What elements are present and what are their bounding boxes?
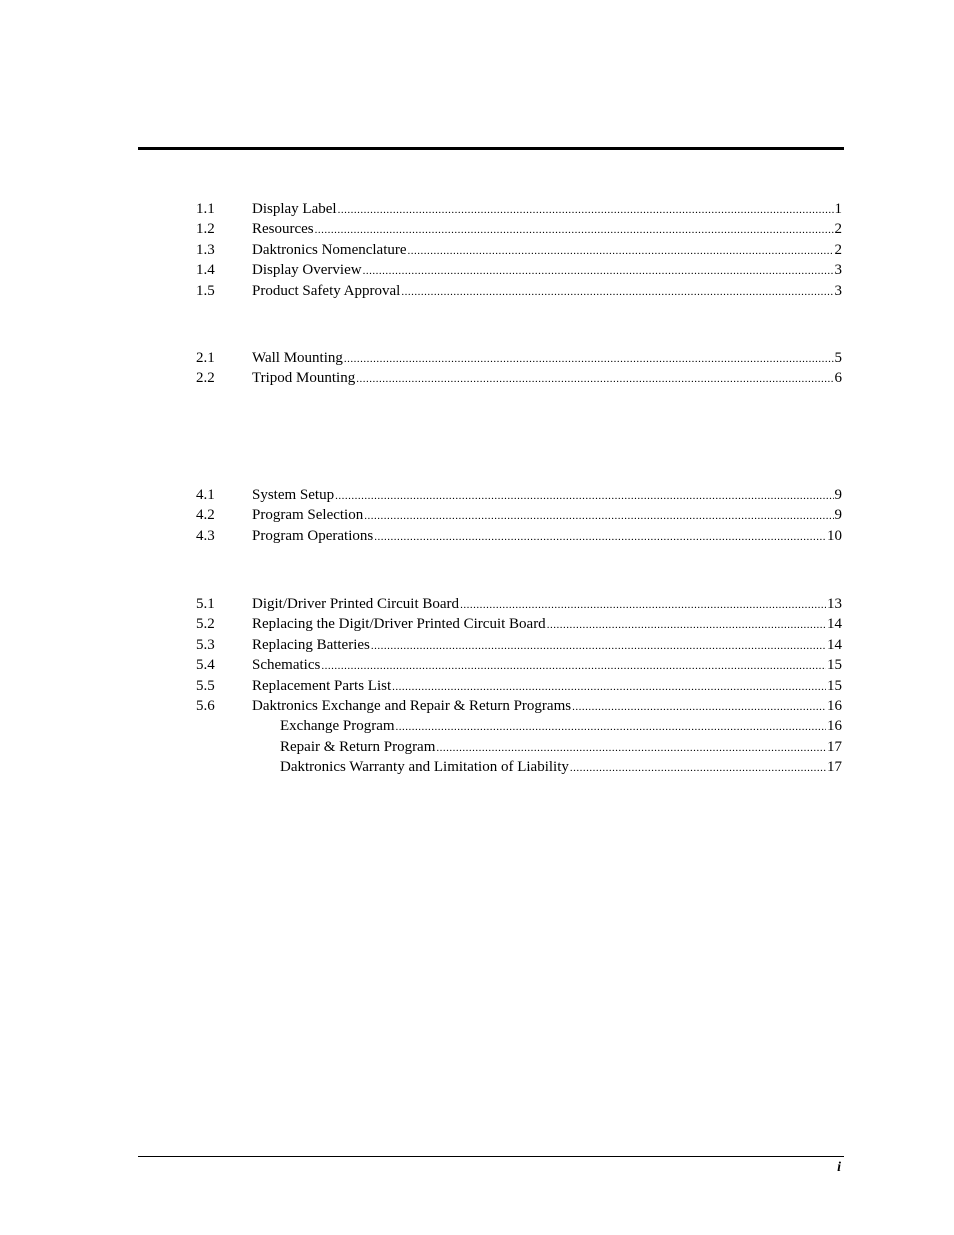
toc-entry-title: Exchange Program — [280, 718, 395, 735]
toc-entry-page: 14 — [827, 616, 842, 633]
toc-entry-number: 1.1 — [196, 201, 215, 217]
dot-leader — [572, 696, 826, 717]
toc-entry-number: 1.3 — [196, 241, 215, 258]
dot-leader — [460, 594, 826, 615]
dot-leader — [335, 485, 833, 506]
header-rule — [138, 147, 844, 150]
toc-entry-page: 16 — [827, 697, 842, 714]
dot-leader — [436, 737, 826, 758]
toc-entry[interactable] — [196, 696, 842, 716]
toc-entry-title: Program Operations — [252, 527, 374, 544]
toc-entry-title: Daktronics Exchange and Repair & Return Programs — [252, 697, 572, 714]
toc-section-5 — [196, 594, 842, 778]
toc-entry-number: 4.2 — [196, 507, 215, 524]
dot-leader — [338, 199, 834, 220]
toc-entry-title: Replacing Batteries — [252, 636, 370, 653]
toc-entry-title: System Setup — [252, 487, 335, 503]
toc-entry[interactable] — [196, 219, 842, 239]
toc-entry-title: Schematics — [252, 657, 321, 674]
toc-entry-number: 2.2 — [196, 370, 215, 387]
toc-entry[interactable] — [196, 281, 842, 301]
dot-leader — [408, 240, 834, 261]
dot-leader — [396, 716, 826, 737]
toc-entry[interactable] — [196, 348, 842, 368]
toc-entry[interactable] — [196, 526, 842, 546]
toc-entry[interactable] — [196, 655, 842, 675]
toc-entry-page: 9 — [834, 507, 842, 524]
toc-entry-page: 16 — [827, 718, 842, 735]
toc-entry-number: 5.4 — [196, 657, 215, 674]
dot-leader — [344, 348, 834, 369]
toc-entry-number: 4.1 — [196, 487, 215, 503]
toc-entry[interactable] — [196, 199, 842, 219]
toc-entry-title: Product Safety Approval — [252, 282, 401, 299]
dot-leader — [392, 676, 826, 697]
dot-leader — [321, 655, 826, 676]
toc-entry-page: 6 — [834, 370, 842, 387]
toc-entry-title: Daktronics Nomenclature — [252, 241, 407, 258]
toc-entry[interactable] — [196, 635, 842, 655]
toc-entry[interactable] — [196, 240, 842, 260]
toc-entry-page: 2 — [834, 241, 842, 258]
dot-leader — [363, 260, 834, 281]
toc-entry-page: 14 — [827, 636, 842, 653]
toc-subentry[interactable] — [196, 737, 842, 757]
toc-entry[interactable] — [196, 676, 842, 696]
toc-subentry[interactable] — [196, 716, 842, 736]
toc-entry[interactable] — [196, 505, 842, 525]
toc-entry-title: Tripod Mounting — [252, 370, 356, 387]
toc-entry[interactable] — [196, 485, 842, 505]
toc-section-1 — [196, 199, 842, 301]
toc-entry-title: Display Overview — [252, 262, 362, 279]
dot-leader — [570, 757, 826, 778]
toc-entry-number: 5.3 — [196, 636, 215, 653]
toc-entry-page: 9 — [834, 487, 842, 503]
toc-entry-page: 17 — [827, 759, 842, 776]
toc-entry[interactable] — [196, 594, 842, 614]
toc-entry-page: 10 — [827, 527, 842, 544]
toc-entry-number: 4.3 — [196, 527, 215, 544]
toc-entry-page: 5 — [834, 350, 842, 366]
toc-entry-title: Display Label — [252, 201, 337, 217]
toc-entry-page: 15 — [827, 677, 842, 694]
dot-leader — [401, 281, 833, 302]
toc-entry-page: 13 — [827, 596, 842, 612]
page-number: i — [837, 1160, 841, 1175]
toc-section-2 — [196, 348, 842, 389]
dot-leader — [547, 614, 826, 635]
toc-entry-number: 5.6 — [196, 697, 215, 714]
toc-entry-number: 1.4 — [196, 262, 215, 279]
toc-entry-title: Daktronics Warranty and Limitation of Liability — [280, 759, 569, 776]
toc-section-4 — [196, 485, 842, 546]
toc-entry-page: 15 — [827, 657, 842, 674]
toc-entry-title: Replacement Parts List — [252, 677, 392, 694]
dot-leader — [364, 505, 833, 526]
footer-rule — [138, 1156, 844, 1157]
toc-entry[interactable] — [196, 614, 842, 634]
toc-entry-number: 5.2 — [196, 616, 215, 633]
toc-entry[interactable] — [196, 368, 842, 388]
toc-entry-title: Resources — [252, 221, 314, 238]
toc-entry[interactable] — [196, 260, 842, 280]
toc-subentry[interactable] — [196, 757, 842, 777]
toc-entry-title: Replacing the Digit/Driver Printed Circuit Board — [252, 616, 546, 633]
toc-entry-number: 5.5 — [196, 677, 215, 694]
toc-entry-page: 17 — [827, 738, 842, 755]
toc-entry-page: 3 — [834, 282, 842, 299]
toc-entry-title: Program Selection — [252, 507, 364, 524]
toc-entry-page: 2 — [834, 221, 842, 238]
toc-entry-number: 1.2 — [196, 221, 215, 238]
dot-leader — [374, 526, 826, 547]
toc-entry-number: 5.1 — [196, 596, 215, 612]
toc-entry-number: 1.5 — [196, 282, 215, 299]
dot-leader — [356, 368, 833, 389]
dot-leader — [371, 635, 826, 656]
toc-entry-page: 3 — [834, 262, 842, 279]
toc-entry-title: Repair & Return Program — [280, 738, 436, 755]
toc-entry-title: Wall Mounting — [252, 350, 343, 366]
toc-entry-number: 2.1 — [196, 350, 215, 366]
dot-leader — [315, 219, 834, 240]
toc-entry-title: Digit/Driver Printed Circuit Board — [252, 596, 460, 612]
toc-entry-page: 1 — [834, 201, 842, 217]
